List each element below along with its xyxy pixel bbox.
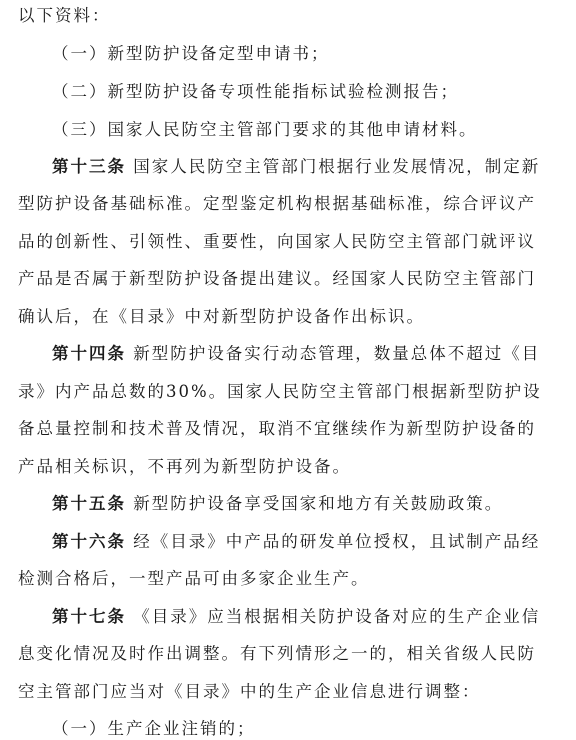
text-line: 产品是否属于新型防护设备提出建议。经国家人民防空主管部门 — [18, 269, 536, 288]
text-line: 备总量控制和技术普及情况，取消不宜继续作为新型防护设备的 — [18, 419, 536, 438]
list-item: （一）新型防护设备定型申请书； — [52, 44, 330, 63]
list-item: （一）生产企业注销的； — [52, 719, 256, 738]
text-line: 检测合格后，一型产品可由多家企业生产。 — [18, 569, 370, 588]
text-line: 空主管部门应当对《目录》中的生产企业信息进行调整： — [18, 682, 481, 701]
article-14 — [52, 343, 540, 365]
text-line: 型防护设备基础标准。定型鉴定机构根据基础标准，综合评议产 — [18, 194, 536, 213]
article-heading: 第十六条 — [52, 532, 126, 551]
text-line: 品的创新性、引领性、重要性，向国家人民防空主管部门就评议 — [18, 232, 536, 251]
article-text: 《目录》应当根据相关防护设备对应的生产企业信 — [133, 607, 541, 626]
article-17 — [52, 606, 540, 628]
text-line: 确认后，在《目录》中对新型防护设备作出标识。 — [18, 307, 425, 326]
article-heading: 第十五条 — [52, 494, 126, 513]
article-16 — [52, 531, 540, 553]
article-heading: 第十四条 — [52, 344, 126, 363]
list-item: （二）新型防护设备专项性能指标试验检测报告； — [52, 82, 459, 101]
text-line: 以下资料： — [18, 6, 111, 25]
article-text: 新型防护设备享受国家和地方有关鼓励政策。 — [133, 494, 504, 513]
article-15 — [52, 493, 503, 515]
article-heading: 第十三条 — [52, 157, 126, 176]
article-text: 经《目录》中产品的研发单位授权，且试制产品经 — [133, 532, 541, 551]
text-line: 息变化情况及时作出调整。有下列情形之一的，相关省级人民防 — [18, 644, 536, 663]
article-text: 国家人民防空主管部门根据行业发展情况，制定新 — [133, 157, 541, 176]
article-heading: 第十七条 — [52, 607, 126, 626]
list-item: （三）国家人民防空主管部门要求的其他申请材料。 — [52, 120, 478, 139]
article-text: 新型防护设备实行动态管理，数量总体不超过《目 — [133, 344, 541, 363]
article-13 — [52, 156, 540, 178]
text-line: 产品相关标识，不再列为新型防护设备。 — [18, 457, 351, 476]
text-line: 录》内产品总数的30%。国家人民防空主管部门根据新型防护设 — [18, 382, 542, 401]
